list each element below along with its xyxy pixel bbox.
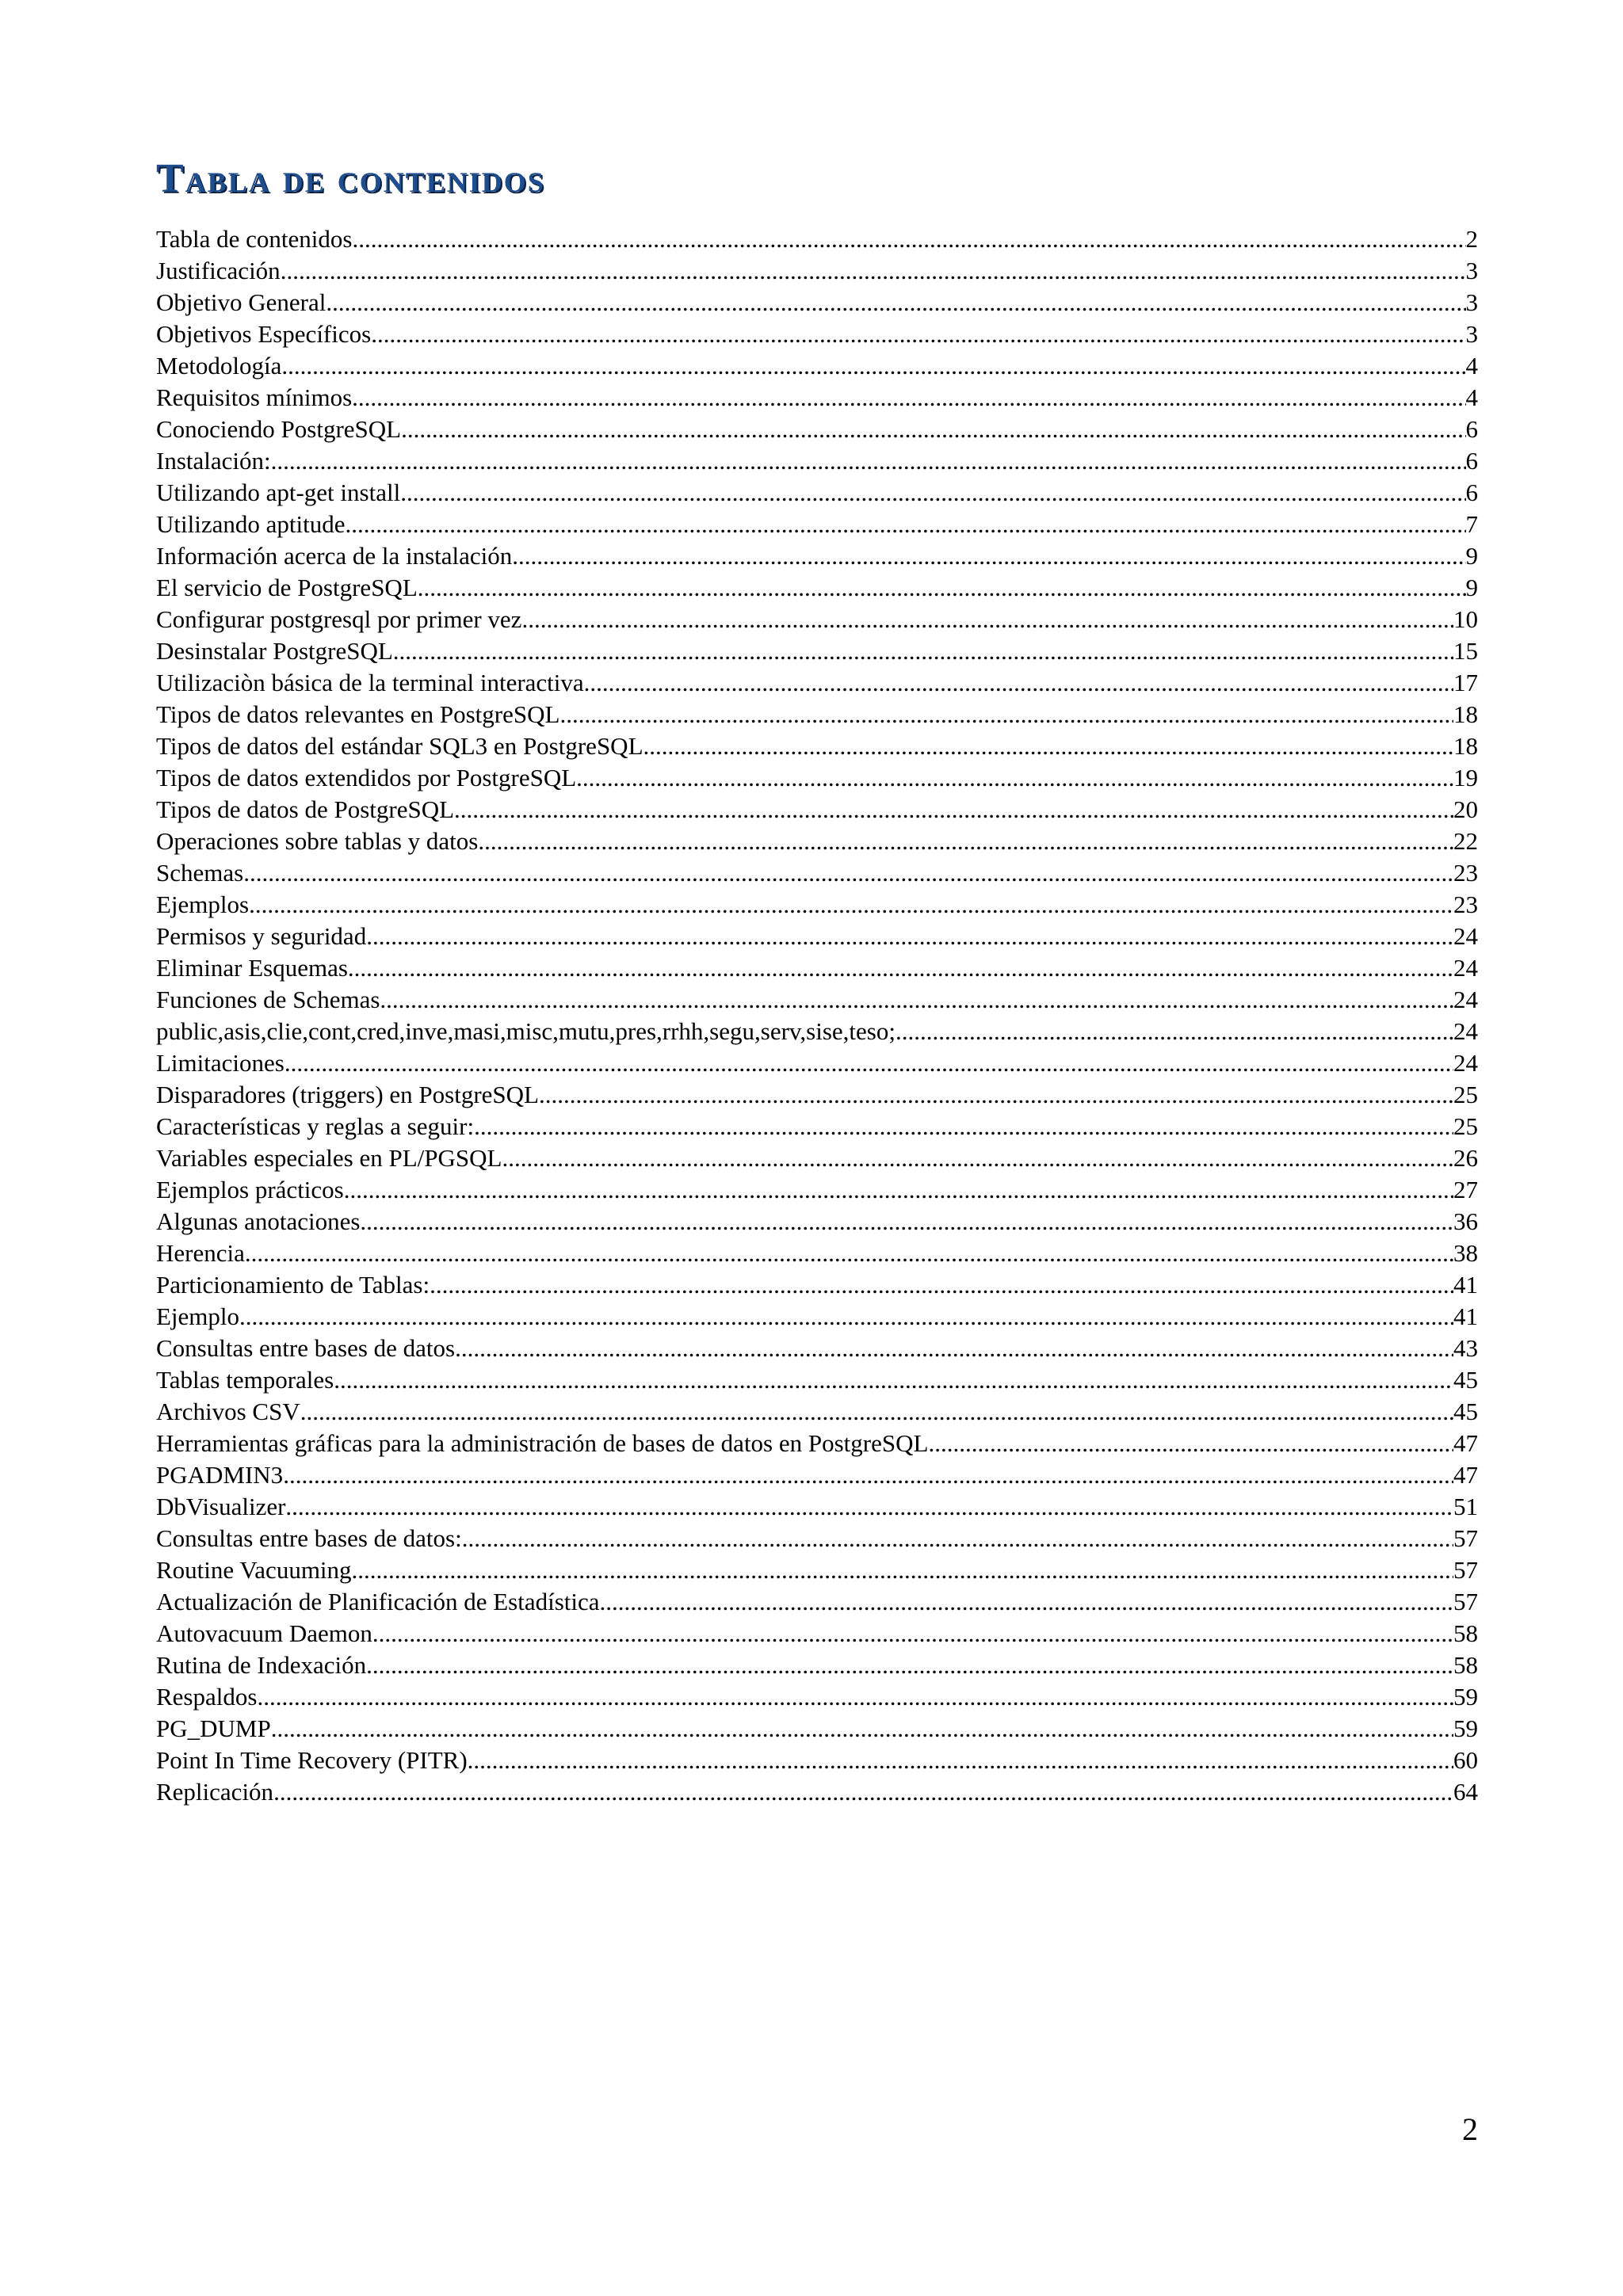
toc-dot-leader [401,414,1465,445]
toc-entry-title[interactable]: Metodología [156,352,282,379]
toc-dot-leader [502,1142,1453,1174]
toc-entry[interactable] [156,287,1478,318]
toc-dot-leader [271,445,1466,477]
toc-entry-page[interactable]: 24 [1453,922,1478,950]
toc-entry-title[interactable]: Utilizando apt-get install [156,479,401,506]
toc-dot-leader [239,1301,1453,1333]
toc-entry-title[interactable]: Rutina de Indexación [156,1651,367,1679]
toc-entry-page[interactable]: 57 [1453,1524,1478,1552]
toc-dot-leader [643,730,1453,762]
toc-dot-leader [344,1174,1453,1206]
toc-entry-page[interactable]: 23 [1453,859,1478,887]
toc-entry-page[interactable]: 6 [1465,447,1478,475]
toc-entry-title[interactable]: Replicación [156,1778,274,1806]
toc-entry-title[interactable]: Autovacuum Daemon [156,1619,372,1647]
toc-dot-leader [454,794,1453,826]
toc-entry[interactable] [156,1745,1478,1776]
toc-entry-page[interactable]: 58 [1453,1619,1478,1647]
toc-entry-page[interactable]: 24 [1453,1049,1478,1077]
toc-entry[interactable] [156,699,1478,730]
toc-dot-leader [271,1713,1453,1745]
toc-dot-leader [281,350,1465,382]
toc-entry-title[interactable]: Funciones de Schemas [156,986,380,1013]
toc-entry-page[interactable]: 2 [1465,225,1478,253]
toc-entry-page[interactable]: 24 [1453,1017,1478,1045]
toc-entry[interactable] [156,635,1478,667]
toc-entry-page[interactable]: 23 [1453,891,1478,918]
toc-entry-title[interactable]: Operaciones sobre tablas y datos [156,827,479,855]
toc-entry[interactable] [156,350,1478,382]
toc-entry-page[interactable]: 27 [1453,1176,1478,1203]
toc-entry[interactable] [156,1238,1478,1269]
toc-entry-title[interactable]: PGADMIN3 [156,1461,284,1489]
toc-entry-title[interactable]: Información acerca de la instalación [156,542,513,570]
toc-entry[interactable] [156,509,1478,540]
toc-entry-title[interactable]: Objetivos Específicos [156,320,372,348]
toc-entry-page[interactable]: 3 [1465,288,1478,316]
toc-entry-title[interactable]: Tipos de datos relevantes en PostgreSQL [156,700,560,728]
toc-entry-page[interactable]: 25 [1453,1112,1478,1140]
toc-entry-title[interactable]: Ejemplos prácticos [156,1176,344,1203]
toc-entry-page[interactable]: 6 [1465,415,1478,443]
toc-entry[interactable] [156,1650,1478,1681]
toc-dot-leader [576,762,1453,794]
toc-entry[interactable] [156,604,1478,635]
toc-entry-title[interactable]: Archivos CSV [156,1398,300,1425]
toc-entry-title[interactable]: public,asis,clie,cont,cred,inve,masi,misc,mutu,pres,rrhh,segu,serv,sise,teso; [156,1017,896,1045]
toc-dot-leader [559,699,1453,730]
toc-list [156,223,1478,1808]
toc-dot-leader [371,318,1465,350]
toc-entry[interactable] [156,952,1478,984]
toc-entry[interactable] [156,921,1478,952]
toc-entry[interactable] [156,857,1478,889]
toc-entry[interactable] [156,984,1478,1016]
toc-dot-leader [285,1491,1453,1523]
toc-entry[interactable] [156,382,1478,414]
toc-entry-title[interactable]: Utilizaciòn básica de la terminal interactiva [156,669,584,696]
toc-entry[interactable] [156,667,1478,699]
toc-entry-page[interactable]: 19 [1453,764,1478,791]
toc-entry-title[interactable]: DbVisualizer [156,1493,286,1520]
toc-entry[interactable] [156,730,1478,762]
toc-dot-leader [334,1364,1453,1396]
toc-entry-page[interactable]: 7 [1465,510,1478,538]
toc-dot-leader [462,1523,1453,1554]
toc-entry-page[interactable]: 9 [1465,574,1478,601]
toc-dot-leader [928,1428,1453,1459]
toc-entry[interactable] [156,1174,1478,1206]
toc-entry-title[interactable]: Herencia [156,1239,245,1267]
toc-entry[interactable] [156,1396,1478,1428]
toc-entry-title[interactable]: Respaldos [156,1683,258,1711]
toc-dot-leader [352,382,1465,414]
toc-entry[interactable] [156,889,1478,921]
toc-entry-page[interactable]: 47 [1453,1429,1478,1457]
toc-entry-page[interactable]: 3 [1465,257,1478,284]
toc-dot-leader [243,857,1453,889]
toc-entry-title[interactable]: Consultas entre bases de datos: [156,1524,462,1552]
toc-entry-page[interactable]: 58 [1453,1651,1478,1679]
toc-entry-page[interactable]: 22 [1453,827,1478,855]
toc-dot-leader [474,1111,1453,1142]
toc-entry-page[interactable]: 6 [1465,479,1478,506]
toc-entry-page[interactable]: 20 [1453,795,1478,823]
toc-entry-title[interactable]: Schemas [156,859,244,887]
toc-entry[interactable] [156,1111,1478,1142]
toc-entry[interactable] [156,540,1478,572]
toc-entry-title[interactable]: Tipos de datos extendidos por PostgreSQL [156,764,577,791]
toc-entry-title[interactable]: Actualización de Planificación de Estadística [156,1588,600,1615]
toc-entry-title[interactable]: Requisitos mínimos [156,383,353,411]
toc-entry-title[interactable]: Ejemplo [156,1302,240,1330]
toc-entry-title[interactable]: Particionamiento de Tablas: [156,1271,430,1299]
toc-dot-leader [283,1459,1453,1491]
toc-entry[interactable] [156,1047,1478,1079]
toc-entry-title[interactable]: Características y reglas a seguir: [156,1112,475,1140]
toc-dot-leader [245,1238,1453,1269]
toc-entry-page[interactable]: 57 [1453,1556,1478,1584]
toc-entry-title[interactable]: Instalación: [156,447,271,475]
toc-entry[interactable] [156,1206,1478,1238]
toc-dot-leader [521,604,1453,635]
toc-dot-leader [352,223,1465,255]
toc-dot-leader [366,921,1453,952]
toc-dot-leader [584,667,1453,699]
toc-entry-page[interactable]: 3 [1465,320,1478,348]
toc-entry-page[interactable]: 18 [1453,732,1478,760]
toc-entry[interactable] [156,1618,1478,1650]
toc-entry-title[interactable]: Permisos y seguridad [156,922,367,950]
toc-dot-leader [249,889,1453,921]
toc-entry[interactable] [156,762,1478,794]
toc-entry-title[interactable]: Configurar postgresql por primer vez [156,605,522,633]
toc-entry-page[interactable]: 38 [1453,1239,1478,1267]
toc-dot-leader [430,1269,1453,1301]
toc-entry[interactable] [156,1333,1478,1364]
toc-entry-title[interactable]: Limitaciones [156,1049,285,1077]
toc-entry[interactable] [156,794,1478,826]
toc-entry[interactable] [156,477,1478,509]
toc-entry-title[interactable]: Justificación [156,257,281,284]
toc-entry-page[interactable]: 15 [1453,637,1478,665]
toc-entry-title[interactable]: Desinstalar PostgreSQL [156,637,393,665]
toc-entry-title[interactable]: Consultas entre bases de datos [156,1334,456,1362]
toc-entry-title[interactable]: Eliminar Esquemas [156,954,348,982]
toc-dot-leader [380,984,1453,1016]
toc-entry-page[interactable]: 59 [1453,1683,1478,1711]
toc-dot-leader [512,540,1465,572]
toc-entry-page[interactable]: 17 [1453,669,1478,696]
toc-entry-page[interactable]: 26 [1453,1144,1478,1172]
toc-entry-page[interactable]: 45 [1453,1366,1478,1394]
toc-entry[interactable] [156,255,1478,287]
toc-entry-title[interactable]: Disparadores (triggers) en PostgreSQL [156,1081,539,1108]
toc-entry[interactable] [156,1523,1478,1554]
toc-dot-leader [348,952,1453,984]
toc-dot-leader [400,477,1465,509]
toc-entry-page[interactable]: 10 [1453,605,1478,633]
toc-entry-page[interactable]: 57 [1453,1588,1478,1615]
toc-entry[interactable] [156,1776,1478,1808]
toc-entry-title[interactable]: El servicio de PostgreSQL [156,574,418,601]
toc-entry-page[interactable]: 24 [1453,986,1478,1013]
toc-entry[interactable] [156,445,1478,477]
toc-entry-page[interactable]: 45 [1453,1398,1478,1425]
toc-entry[interactable] [156,318,1478,350]
toc-entry-page[interactable]: 47 [1453,1461,1478,1489]
toc-dot-leader [393,635,1453,667]
toc-entry-title[interactable]: Tipos de datos de PostgreSQL [156,795,455,823]
toc-entry-page[interactable]: 4 [1465,383,1478,411]
toc-entry[interactable] [156,1459,1478,1491]
toc-entry-page[interactable]: 43 [1453,1334,1478,1362]
toc-dot-leader [455,1333,1453,1364]
toc-entry-page[interactable]: 41 [1453,1302,1478,1330]
toc-entry-page[interactable]: 9 [1465,542,1478,570]
toc-entry[interactable] [156,414,1478,445]
toc-dot-leader [600,1586,1454,1618]
toc-dot-leader [418,572,1466,604]
toc-dot-leader [372,1618,1453,1650]
toc-entry-page[interactable]: 59 [1453,1714,1478,1742]
toc-entry[interactable] [156,572,1478,604]
toc-entry-page[interactable]: 25 [1453,1081,1478,1108]
toc-entry[interactable] [156,1016,1478,1047]
toc-dot-leader [478,826,1453,857]
toc-entry[interactable] [156,1586,1478,1618]
toc-dot-leader [281,255,1466,287]
toc-entry[interactable] [156,1713,1478,1745]
toc-entry-page[interactable]: 51 [1453,1493,1478,1520]
toc-entry-page[interactable]: 4 [1465,352,1478,379]
toc-dot-leader [273,1776,1453,1808]
toc-entry[interactable] [156,1079,1478,1111]
toc-entry-title[interactable]: Utilizando aptitude [156,510,346,538]
toc-entry-page[interactable]: 41 [1453,1271,1478,1299]
toc-entry-title[interactable]: Algunas anotaciones [156,1207,361,1235]
toc-entry[interactable] [156,1269,1478,1301]
toc-dot-leader [345,509,1465,540]
toc-entry-title[interactable]: Herramientas gráficas para la administración de bases de datos en PostgreSQL [156,1429,929,1457]
toc-entry[interactable] [156,1364,1478,1396]
toc-entry-title[interactable]: Objetivo General [156,288,327,316]
toc-entry-page[interactable]: 18 [1453,700,1478,728]
toc-dot-leader [539,1079,1453,1111]
toc-entry-page[interactable]: 36 [1453,1207,1478,1235]
toc-dot-leader [285,1047,1453,1079]
toc-entry-title[interactable]: Tabla de contenidos [156,225,353,253]
toc-entry[interactable] [156,1554,1478,1586]
toc-entry-title[interactable]: Point In Time Recovery (PITR) [156,1746,468,1774]
toc-dot-leader [352,1554,1453,1586]
toc-entry-title[interactable]: Tablas temporales [156,1366,334,1394]
toc-entry-page[interactable]: 60 [1453,1746,1478,1774]
toc-dot-leader [360,1206,1453,1238]
toc-dot-leader [300,1396,1453,1428]
toc-entry-title[interactable]: Variables especiales en PL/PGSQL [156,1144,502,1172]
toc-entry[interactable] [156,1681,1478,1713]
toc-heading: Tabla de contenidos [156,156,545,201]
toc-entry[interactable] [156,1301,1478,1333]
toc-entry[interactable] [156,826,1478,857]
toc-entry-page[interactable]: 24 [1453,954,1478,982]
toc-entry-title[interactable]: Tipos de datos del estándar SQL3 en PostgreSQL [156,732,643,760]
toc-dot-leader [326,287,1465,318]
toc-entry-title[interactable]: PG_DUMP [156,1714,271,1742]
toc-entry[interactable] [156,1491,1478,1523]
page-number: 2 [1462,2111,1478,2147]
toc-dot-leader [257,1681,1453,1713]
toc-dot-leader [896,1016,1453,1047]
toc-entry-title[interactable]: Conociendo PostgreSQL [156,415,402,443]
toc-entry[interactable] [156,223,1478,255]
toc-dot-leader [366,1650,1453,1681]
toc-entry[interactable] [156,1428,1478,1459]
toc-entry-title[interactable]: Routine Vacuuming [156,1556,352,1584]
toc-entry[interactable] [156,1142,1478,1174]
toc-entry-page[interactable]: 64 [1453,1778,1478,1806]
toc-entry-title[interactable]: Ejemplos [156,891,250,918]
toc-dot-leader [468,1745,1453,1776]
